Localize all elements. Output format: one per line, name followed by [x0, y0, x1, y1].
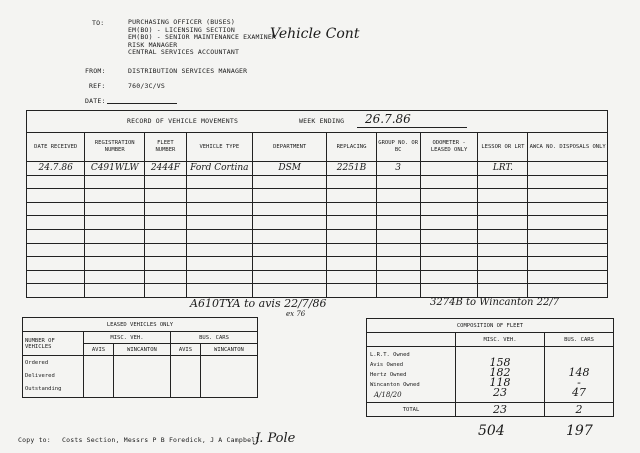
- movements-cell: [376, 257, 420, 271]
- movements-cell: [85, 257, 145, 271]
- movements-header-cell: LESSOR OR LRT: [478, 133, 528, 162]
- movements-cell: [186, 216, 252, 230]
- movements-cell: [85, 270, 145, 284]
- movements-cell: [85, 175, 145, 189]
- movements-cell: [327, 284, 376, 298]
- movements-header-cell: AWCA NO. DISPOSALS ONLY: [528, 133, 608, 162]
- movements-cell: [145, 243, 187, 257]
- hertz-bus-value: -: [577, 376, 581, 389]
- movements-cell: [420, 162, 478, 176]
- movements-cell: [252, 229, 327, 243]
- avis-misc-value: 182: [489, 366, 511, 379]
- movements-empty-row: [27, 189, 608, 203]
- composition-bus-header: BUS. CARS: [545, 333, 614, 347]
- leased-cell: [84, 356, 114, 398]
- movements-cell: [478, 189, 528, 203]
- leased-row-labels: [23, 356, 84, 398]
- movements-cell: [327, 270, 376, 284]
- lrt-misc-value: 158: [489, 356, 511, 369]
- movements-cell: [528, 162, 608, 176]
- movements-cell: [252, 189, 327, 203]
- to-line-2: EM(BO) - LICENSING SECTION: [128, 25, 235, 34]
- grand-misc-total: 504: [478, 423, 505, 439]
- movements-cell: [186, 270, 252, 284]
- movements-cell: [528, 284, 608, 298]
- movements-cell: DSM: [252, 162, 327, 176]
- from-label: FROM:: [85, 67, 106, 75]
- avis-bus-value: 148: [568, 366, 590, 379]
- week-ending-label: WEEK ENDING: [299, 117, 345, 125]
- composition-table: [366, 318, 614, 417]
- movements-cell: [327, 189, 376, 203]
- ref-label: REF:: [89, 82, 106, 90]
- movements-empty-row: [27, 243, 608, 257]
- outstanding-label: Outstanding: [25, 386, 62, 392]
- leased-vehicles-table: [22, 317, 258, 398]
- movements-body: [27, 162, 608, 298]
- movements-table: [26, 132, 608, 298]
- movements-cell: [252, 216, 327, 230]
- movements-cell: [528, 216, 608, 230]
- movements-cell: [27, 257, 85, 271]
- movements-cell: [27, 229, 85, 243]
- leased-misc-header: MISC. VEH.: [84, 332, 171, 344]
- movements-cell: 2444F: [145, 162, 187, 176]
- total-label: TOTAL: [367, 403, 456, 417]
- composition-bus-values: [545, 347, 614, 403]
- movements-cell: [420, 202, 478, 216]
- movements-cell: [376, 243, 420, 257]
- movements-header-cell: REGISTRATION NUMBER: [85, 133, 145, 162]
- composition-blank-header: [367, 333, 456, 347]
- movements-cell: [186, 284, 252, 298]
- movements-cell: [478, 216, 528, 230]
- movements-cell: [252, 175, 327, 189]
- movements-cell: [85, 284, 145, 298]
- transfer-note-1: A610TYA to avis 22/7/86: [190, 297, 327, 310]
- movements-cell: [376, 284, 420, 298]
- movements-cell: [186, 189, 252, 203]
- movements-cell: [376, 189, 420, 203]
- movements-cell: [528, 189, 608, 203]
- composition-labels: [367, 347, 456, 403]
- delivered-label: Delivered: [25, 373, 55, 379]
- movements-cell: Ford Cortina: [186, 162, 252, 176]
- movements-cell: [85, 243, 145, 257]
- movements-cell: [186, 257, 252, 271]
- ref-value: 760/3C/VS: [128, 82, 166, 90]
- movements-cell: [145, 284, 187, 298]
- to-line-1: PURCHASING OFFICER (BUSES): [128, 18, 235, 26]
- movements-cell: [327, 257, 376, 271]
- movements-cell: [528, 229, 608, 243]
- movements-empty-row: [27, 270, 608, 284]
- hertz-misc-value: 118: [489, 376, 511, 389]
- movements-cell: [27, 216, 85, 230]
- movements-cell: [478, 175, 528, 189]
- movements-cell: [420, 270, 478, 284]
- movements-cell: [420, 243, 478, 257]
- movements-cell: [145, 229, 187, 243]
- movements-cell: [420, 257, 478, 271]
- to-line-5: CENTRAL SERVICES ACCOUNTANT: [128, 48, 240, 57]
- leased-bus-header: BUS. CARS: [170, 332, 257, 344]
- movements-cell: [85, 202, 145, 216]
- signature: J. Pole: [255, 431, 296, 446]
- number-of-vehicles-label: NUMBER OF VEHICLES: [23, 332, 84, 356]
- movements-cell: [376, 229, 420, 243]
- movements-header-cell: DEPARTMENT: [252, 133, 327, 162]
- movements-empty-row: [27, 202, 608, 216]
- movements-cell: [27, 189, 85, 203]
- composition-misc-values: [456, 347, 545, 403]
- movements-header-cell: REPLACING: [327, 133, 376, 162]
- movements-cell: [145, 270, 187, 284]
- movements-cell: [420, 175, 478, 189]
- movements-cell: [478, 284, 528, 298]
- to-label: TO:: [92, 19, 105, 27]
- movements-cell: [528, 243, 608, 257]
- leased-title: LEASED VEHICLES ONLY: [23, 318, 258, 332]
- movements-cell: LRT.: [478, 162, 528, 176]
- copy-to-value: Costs Section, Messrs P B Foredick, J A Campbell: [62, 436, 260, 444]
- movements-empty-row: [27, 216, 608, 230]
- movements-cell: [27, 270, 85, 284]
- movements-cell: [478, 202, 528, 216]
- misc-avis-header: AVIS: [84, 344, 114, 356]
- movements-header-cell: FLEET NUMBER: [145, 133, 187, 162]
- movements-cell: [252, 284, 327, 298]
- movements-cell: 2251B: [327, 162, 376, 176]
- movements-row: [27, 162, 608, 176]
- grand-bus-total: 197: [566, 423, 593, 439]
- movements-cell: [420, 216, 478, 230]
- movements-cell: [186, 243, 252, 257]
- movements-cell: [528, 175, 608, 189]
- movements-cell: [327, 202, 376, 216]
- movements-cell: [420, 189, 478, 203]
- copy-to-label: Copy to:: [18, 436, 51, 444]
- movements-empty-row: [27, 175, 608, 189]
- movements-cell: [27, 243, 85, 257]
- wincanton-owned-label: Wincanton Owned: [370, 382, 420, 388]
- movements-cell: [327, 175, 376, 189]
- movements-header-row: [27, 133, 608, 162]
- movements-header-cell: DATE RECEIVED: [27, 133, 85, 162]
- date-label: DATE:: [85, 97, 106, 105]
- movements-cell: [145, 216, 187, 230]
- movements-cell: [478, 257, 528, 271]
- movements-cell: [327, 216, 376, 230]
- movements-cell: [327, 229, 376, 243]
- movements-cell: [27, 202, 85, 216]
- bus-wincanton-header: WINCANTON: [200, 344, 257, 356]
- movements-cell: 24.7.86: [27, 162, 85, 176]
- movements-header-cell: VEHICLE TYPE: [186, 133, 252, 162]
- week-underline: [357, 127, 467, 128]
- extra-note: A/18/20: [374, 391, 402, 399]
- leased-cell: [113, 356, 170, 398]
- movements-cell: [478, 243, 528, 257]
- movements-empty-row: [27, 257, 608, 271]
- movements-cell: [85, 189, 145, 203]
- movements-cell: 3: [376, 162, 420, 176]
- movements-cell: [186, 202, 252, 216]
- movements-cell: [376, 202, 420, 216]
- to-line-4: RISK MANAGER: [128, 40, 178, 49]
- movements-cell: [376, 270, 420, 284]
- movements-cell: [252, 243, 327, 257]
- ordered-label: Ordered: [25, 360, 49, 366]
- week-ending-value: 26.7.86: [365, 112, 411, 126]
- movements-cell: [186, 175, 252, 189]
- hertz-owned-label: Hertz Owned: [370, 372, 407, 378]
- composition-misc-header: MISC. VEH.: [456, 333, 545, 347]
- movements-cell: [252, 270, 327, 284]
- movements-cell: [528, 270, 608, 284]
- from-value: DISTRIBUTION SERVICES MANAGER: [128, 67, 248, 75]
- to-line-3: EM(BO) - SENIOR MAINTENANCE EXAMINER: [128, 33, 277, 42]
- movements-cell: [478, 229, 528, 243]
- avis-owned-label: Avis Owned: [370, 362, 404, 368]
- movements-header-cell: ODOMETER - LEASED ONLY: [420, 133, 478, 162]
- composition-title: COMPOSITION OF FLEET: [367, 319, 614, 333]
- movements-title-bar: [26, 110, 608, 133]
- movements-empty-row: [27, 284, 608, 298]
- bus-avis-header: AVIS: [170, 344, 200, 356]
- leased-cell: [170, 356, 200, 398]
- to-recipients: [128, 19, 276, 57]
- movements-cell: [252, 257, 327, 271]
- lrt-owned-label: L.R.T. Owned: [370, 352, 410, 358]
- movements-cell: [85, 216, 145, 230]
- movements-cell: [528, 257, 608, 271]
- wincanton-misc-value: 23: [493, 386, 507, 399]
- movements-cell: [528, 202, 608, 216]
- total-misc-value: 23: [456, 403, 545, 417]
- movements-cell: [145, 257, 187, 271]
- movements-cell: [27, 284, 85, 298]
- movements-cell: [186, 229, 252, 243]
- movements-cell: [478, 270, 528, 284]
- movements-cell: [145, 202, 187, 216]
- movements-title: RECORD OF VEHICLE MOVEMENTS: [127, 117, 239, 125]
- movements-cell: [252, 202, 327, 216]
- total-bus-value: 2: [545, 403, 614, 417]
- misc-wincanton-header: WINCANTON: [113, 344, 170, 356]
- movements-cell: C491WLW: [85, 162, 145, 176]
- movements-cell: [420, 229, 478, 243]
- movements-cell: [145, 175, 187, 189]
- vehicle-cont-annotation: Vehicle Cont: [270, 26, 360, 42]
- leased-cell: [200, 356, 257, 398]
- date-underline: [107, 103, 177, 104]
- movements-cell: [327, 243, 376, 257]
- movements-cell: [27, 175, 85, 189]
- transfer-note-2: 3274B to Wincanton 22/7: [430, 297, 560, 308]
- transfer-note-1-sub: ex 76: [286, 310, 306, 318]
- wincanton-bus-value: 47: [572, 386, 586, 399]
- movements-cell: [145, 189, 187, 203]
- movements-cell: [376, 175, 420, 189]
- movements-empty-row: [27, 229, 608, 243]
- movements-cell: [376, 216, 420, 230]
- movements-cell: [85, 229, 145, 243]
- movements-cell: [420, 284, 478, 298]
- movements-header-cell: GROUP NO. OR BC: [376, 133, 420, 162]
